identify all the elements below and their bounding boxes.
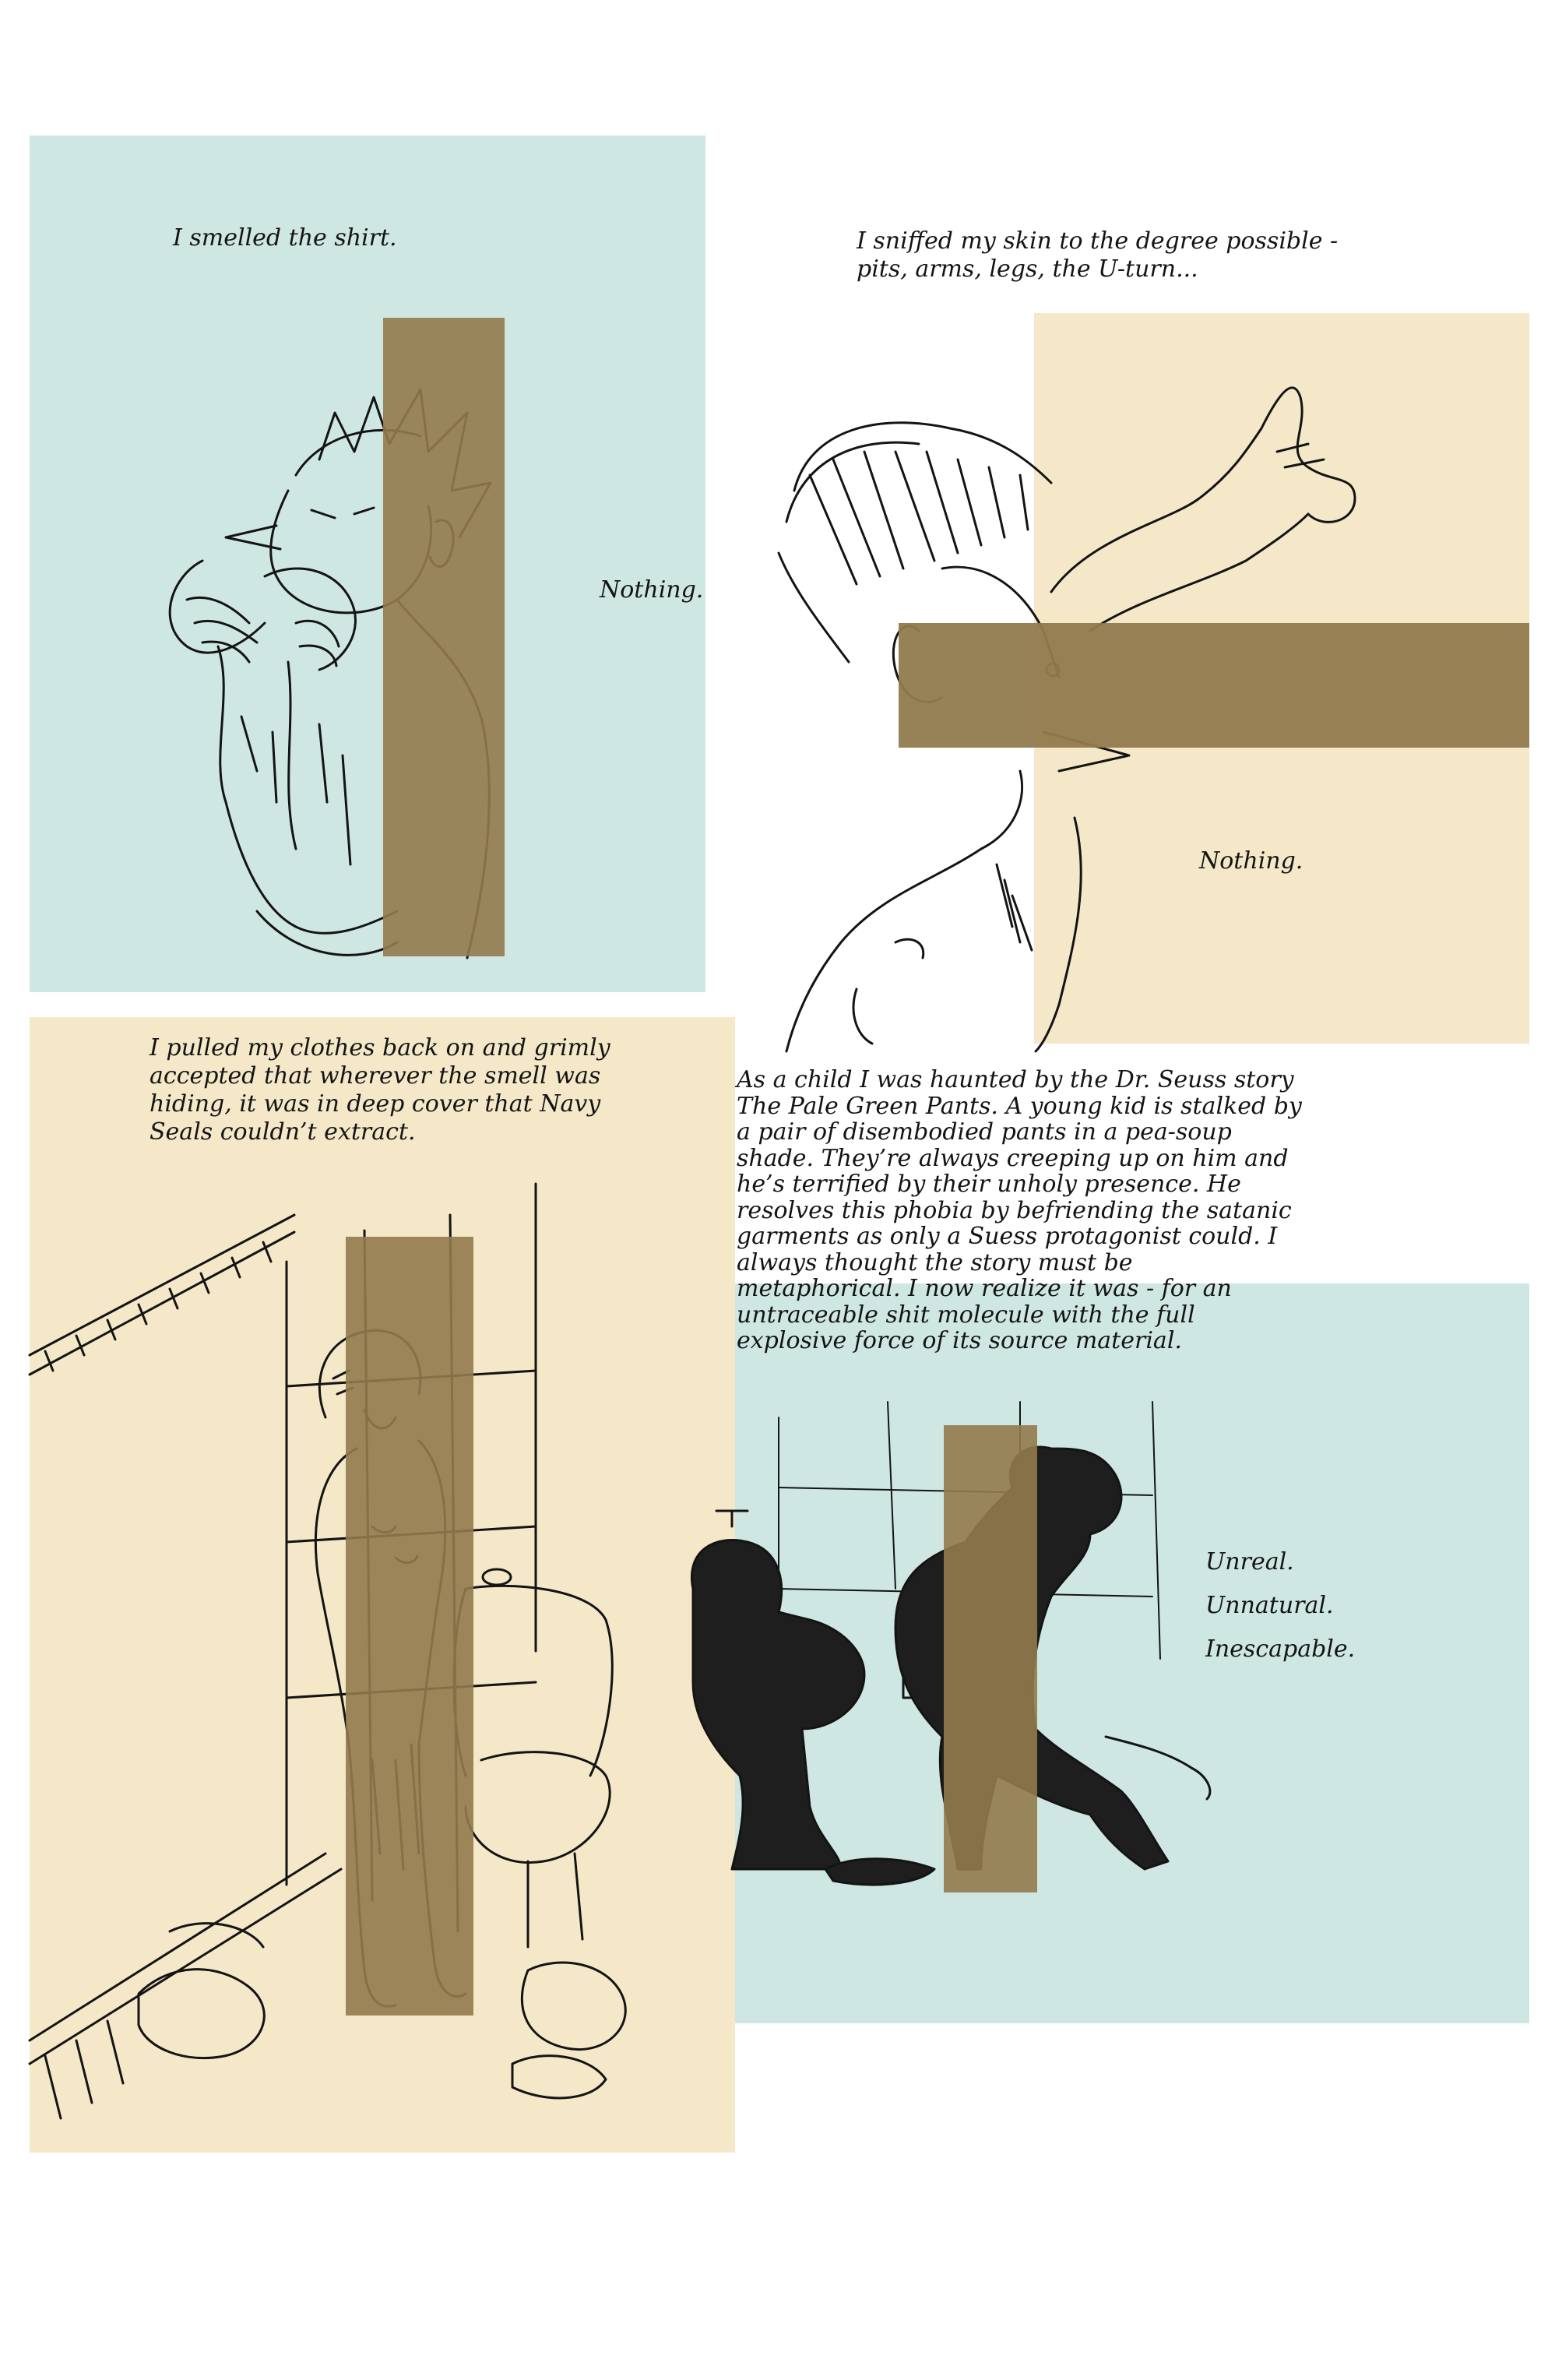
narration-line-6: resolves this phobia by befriending the satanic — [737, 1196, 1292, 1224]
narration-line-11: explosive force of its source material. — [737, 1327, 1182, 1354]
panel-1-caption: I smelled the shirt. — [173, 224, 397, 252]
panel-3-caption-line-4: Seals couldn’t extract. — [150, 1118, 416, 1146]
panel-4-words — [1205, 1540, 1355, 1671]
narration-line-5: he’s terrified by their unholy presence. He — [737, 1171, 1241, 1198]
panel-4-word-unreal: Unreal. — [1205, 1548, 1294, 1576]
narration-line-3: a pair of disembodied pants in a pea-soup — [737, 1118, 1232, 1146]
narration-line-9: metaphorical. I now realize it was - for an — [737, 1275, 1232, 1302]
narration-text — [737, 1067, 1302, 1354]
panel-4-word-inescapable: Inescapable. — [1205, 1635, 1356, 1663]
panel-4-brown-bar — [944, 1425, 1037, 1892]
narration-line-2: The Pale Green Pants. A young kid is stalked by — [737, 1092, 1302, 1120]
panel-3-brown-bar — [346, 1237, 473, 2016]
panel-3-caption-line-1: I pulled my clothes back on and grimly — [150, 1034, 610, 1061]
panel-3-caption — [150, 1034, 610, 1146]
narration-line-1: As a child I was haunted by the Dr. Seuss story — [737, 1066, 1294, 1093]
panel-1-nothing-text: Nothing. — [600, 576, 704, 604]
narration-line-7: garments as only a Suess protagonist could. I — [737, 1223, 1278, 1250]
panel-3-caption-line-2: accepted that wherever the smell was — [150, 1062, 601, 1090]
panel-4-word-unnatural: Unnatural. — [1205, 1592, 1334, 1619]
panel-2-caption-line-1: I sniffed my skin to the degree possible - — [857, 227, 1339, 255]
panel-2-brown-bar — [899, 623, 1529, 748]
panel-1-brown-bar — [383, 318, 505, 956]
panel-2-nothing-text: Nothing. — [1199, 847, 1303, 875]
narration-line-8: always thought the story must be — [737, 1248, 1133, 1276]
panel-3-caption-line-3: hiding, it was in deep cover that Navy — [150, 1090, 601, 1118]
narration-line-4: shade. They’re always creeping up on him and — [737, 1144, 1289, 1172]
panel-1-figure-drawing — [140, 366, 576, 973]
panel-2-caption — [857, 227, 1338, 283]
narration-line-10: untraceable shit molecule with the full — [737, 1301, 1195, 1329]
panel-2-caption-line-2: pits, arms, legs, the U-turn... — [857, 255, 1198, 283]
